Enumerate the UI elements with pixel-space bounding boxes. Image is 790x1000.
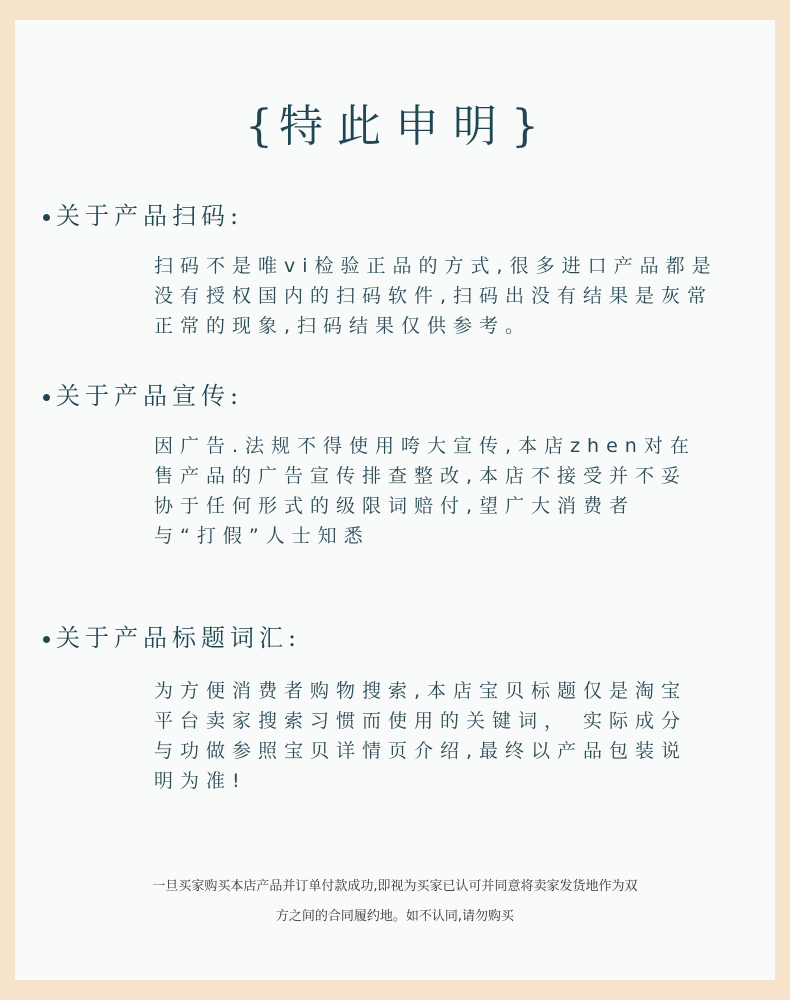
body-line: 与“打假”人士知悉 xyxy=(154,525,370,547)
body-line: 因广告.法规不得使用咵大宣传,本店zhen对在 xyxy=(154,435,696,457)
section-body-title-words xyxy=(154,676,754,796)
section-body-promotion xyxy=(154,431,754,551)
section-heading-promotion xyxy=(43,376,243,411)
body-line: 没有授权国内的扫码软件,扫码出没有结果是灰常 xyxy=(154,285,714,307)
statement-card xyxy=(15,20,775,980)
footer-notice xyxy=(15,872,775,932)
bullet-icon xyxy=(43,636,50,643)
body-line: 明为准! xyxy=(154,770,247,792)
section-heading-text: 关于产品宣传: xyxy=(56,382,244,410)
bullet-icon xyxy=(43,214,50,221)
bullet-icon xyxy=(43,394,50,401)
body-line: 协于任何形式的级限词赔付,望广大消费者 xyxy=(154,495,636,517)
section-heading-text: 关于产品扫码: xyxy=(56,202,244,230)
title-close-brace: } xyxy=(511,101,545,152)
section-heading-scan xyxy=(43,196,243,231)
page-title xyxy=(15,90,775,154)
section-heading-title-words xyxy=(43,618,301,653)
section-heading-text: 关于产品标题词汇: xyxy=(56,624,302,652)
body-line: 与功做参照宝贝详情页介绍,最终以产品包装说 xyxy=(154,740,688,762)
body-line: 平台卖家搜索习惯而使用的关键词， 实际成分 xyxy=(154,710,688,732)
body-line: 正常的现象,扫码结果仅供参考。 xyxy=(154,315,532,337)
body-line: 扫码不是唯vi检验正品的方式,很多进口产品都是 xyxy=(154,255,718,277)
body-line: 为方便消费者购物搜索,本店宝贝标题仅是淘宝 xyxy=(154,680,688,702)
title-open-brace: { xyxy=(245,101,279,152)
footer-line: 方之间的合同履约地。如不认同,请勿购买 xyxy=(275,909,515,924)
body-line: 售产品的广告宣传排查整改,本店不接受并不妥 xyxy=(154,465,688,487)
section-body-scan xyxy=(154,251,754,341)
footer-line: 一旦买家购买本店产品并订单付款成功,即视为买家已认可并同意将卖家发货地作为双 xyxy=(152,879,638,894)
title-text: 特此申明 xyxy=(279,101,511,152)
